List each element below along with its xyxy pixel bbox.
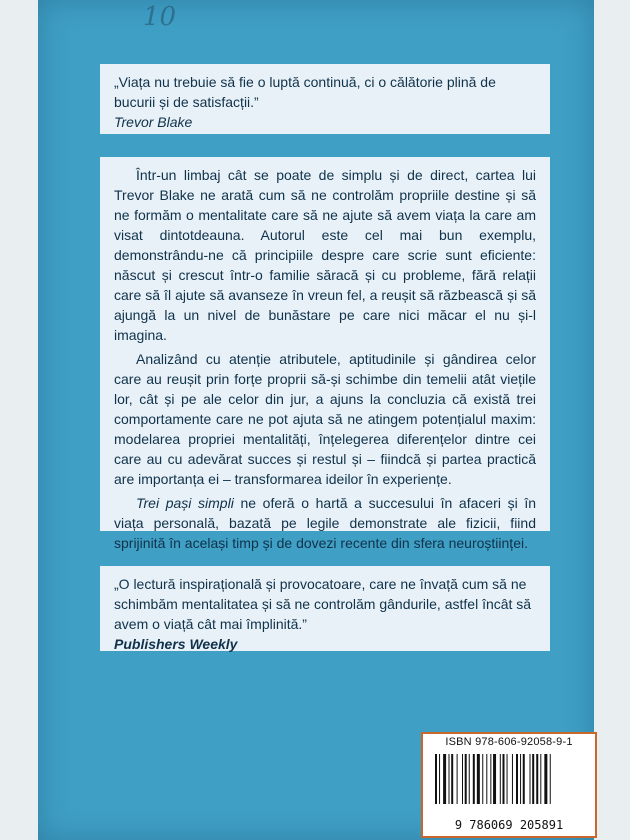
isbn-barcode	[421, 732, 597, 838]
barcode-stripe	[516, 754, 518, 804]
barcode-stripe	[507, 754, 508, 804]
barcode-stripe	[449, 754, 450, 804]
barcode-stripe	[435, 754, 437, 804]
barcode-bars	[433, 754, 589, 820]
barcode-stripe	[503, 754, 505, 804]
barcode-stripe	[473, 754, 475, 804]
top-quote-panel	[100, 64, 550, 134]
barcode-stripe	[477, 754, 480, 804]
barcode-stripe	[457, 754, 458, 804]
description-paragraph-2: Analizând cu atenție atributele, aptitudinile și gândirea celor care au reușit prin forțe proprii să-și schimbe din temelii atât viețile lor, cât și pe ale celor din jur, a ajuns la concluzia că există trei comportamente care ne pot ajuta să ne atingem potențialul maxim: modelarea propriei mentalități, înțelegerea diferențelor dintre cei care au cu adevărat succes și restul și – fiindcă și partea practică are importanța ei – transformarea ideilor în experiențe.	[114, 351, 536, 487]
top-quote-author: Trevor Blake	[114, 114, 193, 130]
barcode-stripe	[532, 754, 534, 804]
isbn-label: ISBN 978-606-92058-9-1	[445, 736, 573, 748]
barcode-stripe	[520, 754, 521, 804]
barcode-stripe	[550, 754, 551, 804]
barcode-stripe	[469, 754, 470, 804]
barcode-stripe	[523, 754, 525, 804]
barcode-stripe	[512, 754, 513, 804]
book-title-italic: Trei pași simpli	[136, 495, 234, 511]
barcode-stripe	[490, 754, 491, 804]
barcode-stripe	[451, 754, 453, 804]
bottom-quote-text: „O lectură inspirațională și provocatoare, care ne învață cum să ne schimbăm mentalitatea și să ne controlăm gândurile, astfel încât să avem o viață cât mai împlinită.”	[114, 576, 532, 632]
barcode-stripe	[500, 754, 501, 804]
barcode-stripe	[530, 754, 531, 804]
description-paragraph-1: Într-un limbaj cât se poate de simplu și de direct, cartea lui Trevor Blake ne arată cum să ne controlăm propriile destine și să ne formăm o mentalitate care să ne ajute să avem viața la care am visat dintotdeauna. Autorul este cel mai bun exemplu, demonstrându-ne că principiile despre care scrie sunt eficiente: născut și crescut într-o familie săracă și cu probleme, fără relații care să îl ajute să avanseze în vreun fel, a reușit să răzbească și să ajungă la un nivel de bunăstare pe care nici măcar el nu și-l imagina.	[114, 167, 536, 343]
barcode-stripe	[465, 754, 467, 804]
description-paragraph-3	[114, 493, 536, 553]
barcode-number: 9 786069 205891	[454, 818, 564, 832]
barcode-stripe	[482, 754, 483, 804]
bottom-quote-author: Publishers Weekly	[114, 636, 238, 652]
barcode-stripe	[462, 754, 463, 804]
description-paragraph-3-text: ne oferă o hartă a succesului în afaceri și în viața personală, bazată pe legile demonstrate ale fizicii, fiind sprijinită în același timp și de dovezi recente din sfera neuroștiinței.	[114, 495, 536, 551]
barcode-stripe	[536, 754, 538, 804]
top-quote-text: „Viața nu trebuie să fie o luptă continuă, ci o călătorie plină de bucurii și de satisfacții.”	[114, 74, 496, 110]
handwritten-mark: 10	[143, 2, 177, 32]
barcode-stripe	[443, 754, 446, 804]
barcode-stripe	[439, 754, 440, 804]
barcode-stripe	[493, 754, 496, 804]
barcode-stripe	[544, 754, 547, 804]
barcode-stripe	[486, 754, 487, 804]
description-panel	[100, 157, 550, 551]
bottom-quote-panel	[100, 566, 550, 651]
barcode-stripe	[540, 754, 541, 804]
